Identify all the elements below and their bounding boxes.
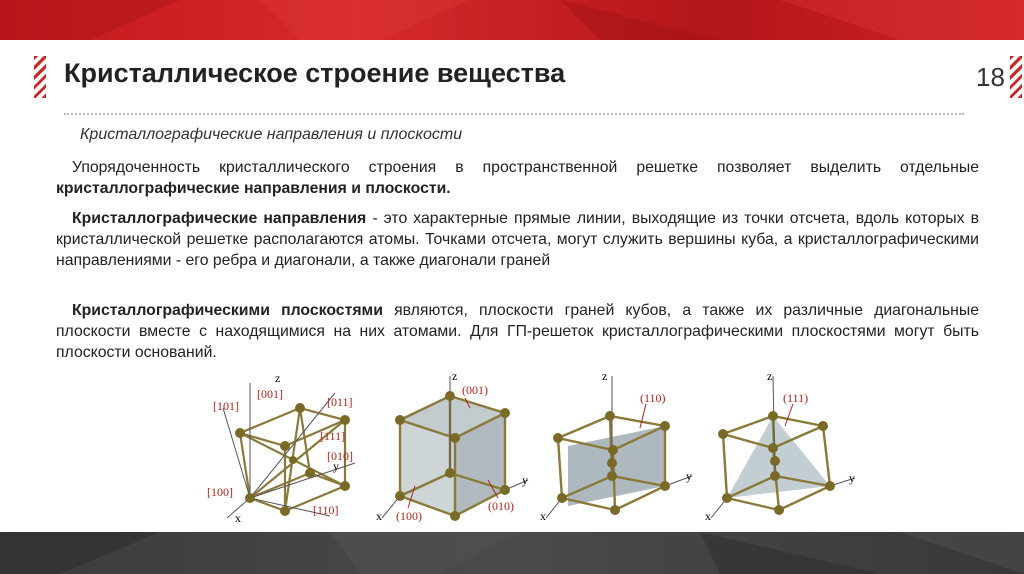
axis-z-label: z (602, 369, 608, 383)
direction-label-100: [100] (207, 485, 233, 499)
direction-label-101: [101] (213, 399, 239, 413)
plane-110-cube-diagram (540, 368, 700, 528)
direction-label-110: [110] (313, 503, 339, 517)
title-divider (64, 113, 964, 115)
figure-plane-001 (370, 368, 535, 528)
axis-y-label: y (333, 459, 339, 473)
axis-y-label: y (522, 473, 528, 487)
figure-plane-111 (705, 368, 865, 528)
paragraph-text: Упорядоченность кристаллического строения в пространственной решетке позволяет выделить отдельные (72, 159, 979, 176)
band-polygon-pattern (0, 532, 1024, 574)
decorative-stripes-right (1010, 56, 1022, 98)
direction-label-111: [111] (320, 429, 346, 443)
paragraph-bold: Кристаллографические направления (72, 210, 367, 227)
decorative-stripes-left (34, 56, 46, 98)
plane-001-cube-diagram (370, 368, 535, 528)
plane-111-cube-diagram (705, 368, 865, 528)
direction-label-010: [010] (327, 449, 353, 463)
section-subtitle: Кристаллографические направления и плоскости (80, 126, 463, 143)
figure-directions (205, 368, 365, 528)
axis-x-label: x (540, 509, 546, 523)
plane-label-100: (100) (396, 509, 422, 523)
axis-z-label: z (275, 371, 281, 385)
plane-label-001: (001) (462, 383, 488, 397)
slide-title: Кристаллическое строение вещества (64, 58, 566, 88)
direction-label-001: [001] (257, 387, 283, 401)
slide-number: 18 (976, 62, 1005, 92)
top-decorative-band (0, 0, 1024, 40)
figure-plane-110 (540, 368, 700, 528)
bottom-decorative-band (0, 532, 1024, 574)
paragraph-ordering (56, 157, 979, 199)
axis-y-label: y (686, 469, 692, 483)
paragraph-text: - это характерные прямые линии, выходящие из точки отсчета, вдоль которых в кристаллической решетке располагаются атомы. Точками отсчета, могут служить вершины куба, а кристаллографическими направлениями - его ребра и диагонали, а также диагонали граней (56, 210, 979, 269)
paragraph-bold: кристаллографические направления и плоскости. (56, 180, 451, 197)
axis-x-label: x (376, 509, 382, 523)
paragraph-directions (56, 208, 979, 271)
axis-x-label: x (705, 509, 711, 523)
plane-label-111: (111) (783, 391, 809, 405)
plane-label-110: (110) (640, 391, 666, 405)
axis-z-label: z (452, 369, 458, 383)
direction-label-011: [011] (327, 395, 353, 409)
paragraph-bold: Кристаллографическими плоскостями (72, 302, 383, 319)
band-polygon-pattern (0, 0, 1024, 40)
paragraph-planes (56, 300, 979, 363)
axis-z-label: z (767, 369, 773, 383)
axis-x-label: x (235, 511, 241, 525)
axis-y-label: y (849, 471, 855, 485)
paragraph-text: являются, плоскости граней кубов, а также их различные диагональные плоскости вместе с находящимися на них атомами. Для ГП-решеток кристаллографическими плоскостями могут быть плоскости оснований. (56, 302, 979, 361)
plane-label-010: (010) (488, 499, 514, 513)
directions-cube-diagram (205, 368, 365, 528)
